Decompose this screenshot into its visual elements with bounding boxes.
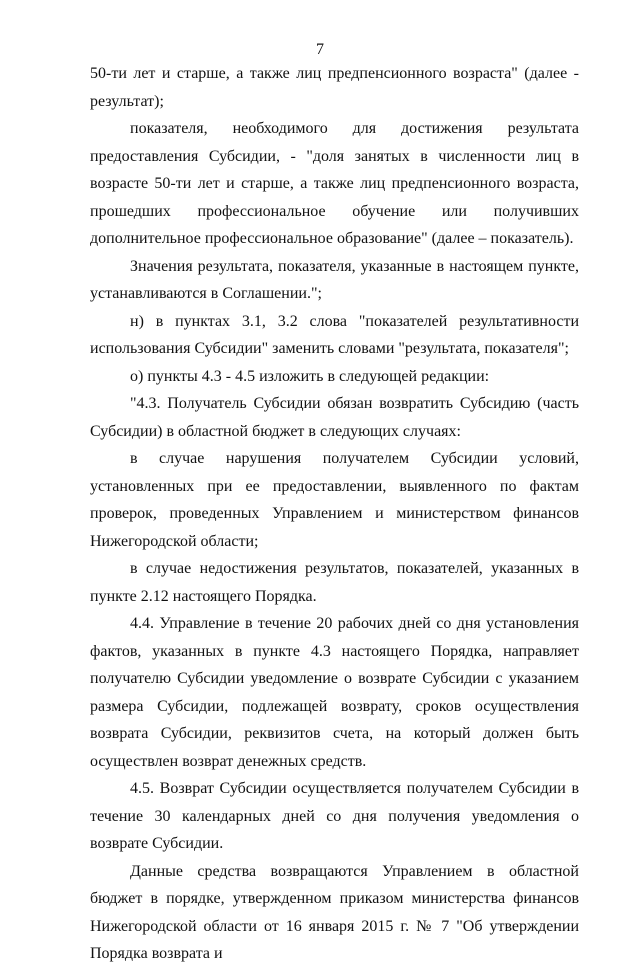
paragraph: показателя, необходимого для достижения результата предоставления Субсидии, - "доля занятых в численности лиц в возрасте 50-ти лет и старше, а также лиц предпенсионного возраста, прошедших профессиональное обучение или получивших дополнительное профессиональное образование" (далее – показатель). [90, 120, 579, 247]
paragraph: н) в пунктах 3.1, 3.2 слова "показателей результативности использования Субсидии" заменить словами "результата, показателя"; [90, 312, 579, 357]
paragraph: о) пункты 4.3 - 4.5 изложить в следующей редакции: [130, 367, 490, 385]
paragraph: в случае нарушения получателем Субсидии условий, установленных при ее предоставлении, выявленного по фактам проверок, проведенных Управлением и министерством финансов Нижегородской области; [90, 450, 579, 550]
paragraph: 50-ти лет и старше, а также лиц предпенсионного возраста" (далее - результат); [90, 65, 579, 110]
document-body [90, 60, 579, 968]
page-number: 7 [316, 41, 324, 58]
paragraph: 4.4. Управление в течение 20 рабочих дней со дня установления фактов, указанных в пункте 4.3 настоящего Порядка, направляет получателю Субсидии уведомление о возврате Субсидии с указанием размера Субсидии, подлежащей возврату, сроков осуществления возврата Субсидии, реквизитов счета, на который должен быть осуществлен возврат денежных средств. [90, 615, 579, 770]
paragraph: 4.5. Возврат Субсидии осуществляется получателем Субсидии в течение 30 календарных дней со дня получения уведомления о возврате Субсидии. [90, 780, 579, 852]
paragraph: "4.3. Получатель Субсидии обязан возвратить Субсидию (часть Субсидии) в областной бюджет в следующих случаях: [90, 395, 579, 440]
paragraph: Значения результата, показателя, указанные в настоящем пункте, устанавливаются в Соглашении."; [90, 257, 579, 302]
paragraph: Данные средства возвращаются Управлением в областной бюджет в порядке, утвержденном приказом министерства финансов Нижегородской области от 16 января 2015 г. № 7 "Об утверждении Порядка возврата и [90, 862, 579, 962]
paragraph: в случае недостижения результатов, показателей, указанных в пункте 2.12 настоящего Порядка. [90, 560, 579, 605]
